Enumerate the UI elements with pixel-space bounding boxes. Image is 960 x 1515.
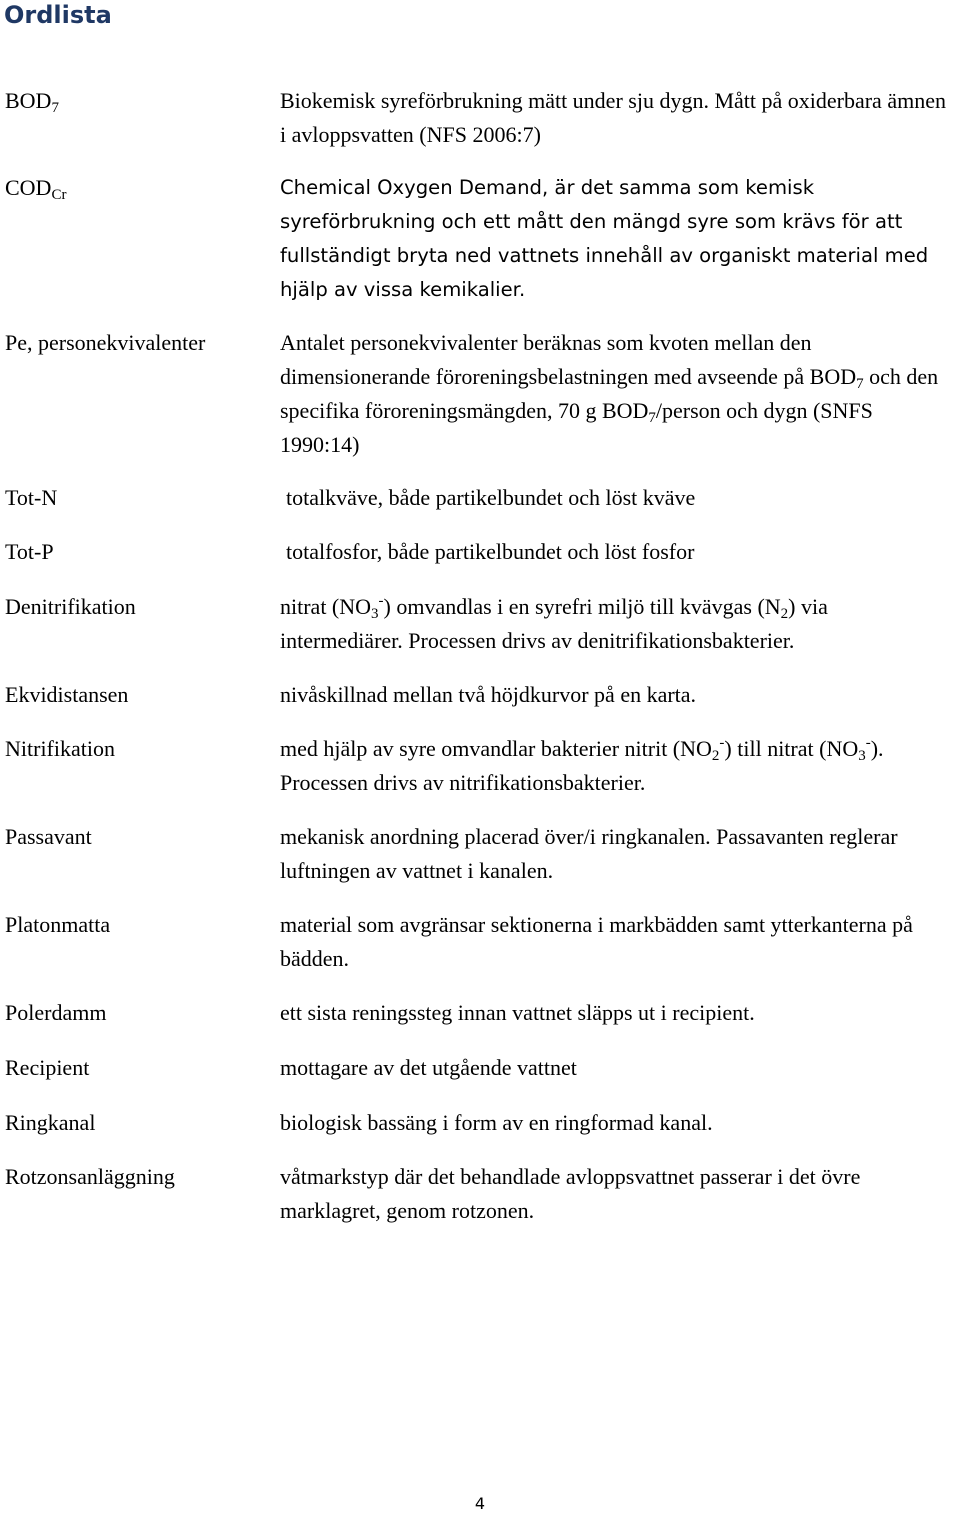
glossary-definition: våtmarkstyp där det behandlade avloppsvattnet passerar i det övre marklagret, genom rotzonen. — [280, 1164, 861, 1223]
glossary-definition: Biokemisk syreförbrukning mätt under sju dygn. Mått på oxiderbara ämnen i avloppsvatten (NFS 2006:7) — [280, 88, 946, 147]
glossary-term: Tot-N — [5, 485, 58, 510]
glossary-term: Pe, personekvivalenter — [5, 330, 206, 355]
glossary-definition: mottagare av det utgående vattnet — [280, 1055, 577, 1080]
glossary-term: Platonmatta — [5, 912, 111, 937]
glossary-term: Nitrifikation — [5, 736, 115, 761]
glossary-definition: nivåskillnad mellan två höjdkurvor på en karta. — [280, 682, 697, 707]
glossary-term: Tot-P — [5, 539, 54, 564]
glossary-term: Ringkanal — [5, 1110, 96, 1135]
page-title: Ordlista — [4, 1, 112, 29]
glossary-definition: nitrat $(NO_3^-)$ omvandlas i en syrefri miljö till kvävgas $(N_2)$ via intermediärer. Processen drivs av denitrifikationsbakterier. — [280, 593, 828, 653]
glossary-definition: med hjälp av syre omvandlar bakterier nitrit $(NO_2^-)$ till nitrat $(NO_3^-)$. Processen drivs av nitrifikationsbakterier. — [280, 735, 884, 795]
glossary-definition: material som avgränsar sektionerna i markbädden samt ytterkanterna på bädden. — [280, 912, 913, 971]
glossary-definition: Antalet personekvivalenter beräknas som kvoten mellan den dimensionerande föroreningsbelastningen med avseende på $BOD_7$ och den specifika föroreningsmängden, 70 g $BOD_7$/person och dygn (SNFS 1990:14) — [280, 330, 939, 457]
glossary-term: $COD_{Cr}$ — [5, 175, 67, 203]
glossary-definition: ett sista reningssteg innan vattnet släpps ut i recipient. — [280, 1000, 755, 1025]
glossary-term: Rotzonsanläggning — [5, 1164, 175, 1189]
page-number: 4 — [474, 1494, 486, 1513]
glossary-definition: mekanisk anordning placerad över/i ringkanalen. Passavanten reglerar luftningen av vattnet i kanalen. — [280, 824, 898, 883]
glossary-term: $BOD_7$ — [5, 88, 59, 116]
glossary-term: Recipient — [5, 1055, 90, 1080]
glossary-term: Ekvidistansen — [5, 682, 129, 707]
glossary-definition: biologisk bassäng i form av en ringformad kanal. — [280, 1110, 713, 1135]
glossary-definition: totalfosfor, både partikelbundet och löst fosfor — [286, 539, 695, 564]
glossary-term: Polerdamm — [5, 1000, 107, 1025]
glossary-definition: totalkväve, både partikelbundet och löst kväve — [286, 485, 696, 510]
glossary-definition: Chemical Oxygen Demand, är det samma som kemisk syreförbrukning och ett mått den mängd syre som krävs för att fullständigt bryta ned vattnets innehåll av organiskt material med hjälp av vissa kemikalier. — [280, 176, 929, 301]
glossary-term: Passavant — [5, 824, 92, 849]
glossary-term: Denitrifikation — [5, 594, 136, 619]
